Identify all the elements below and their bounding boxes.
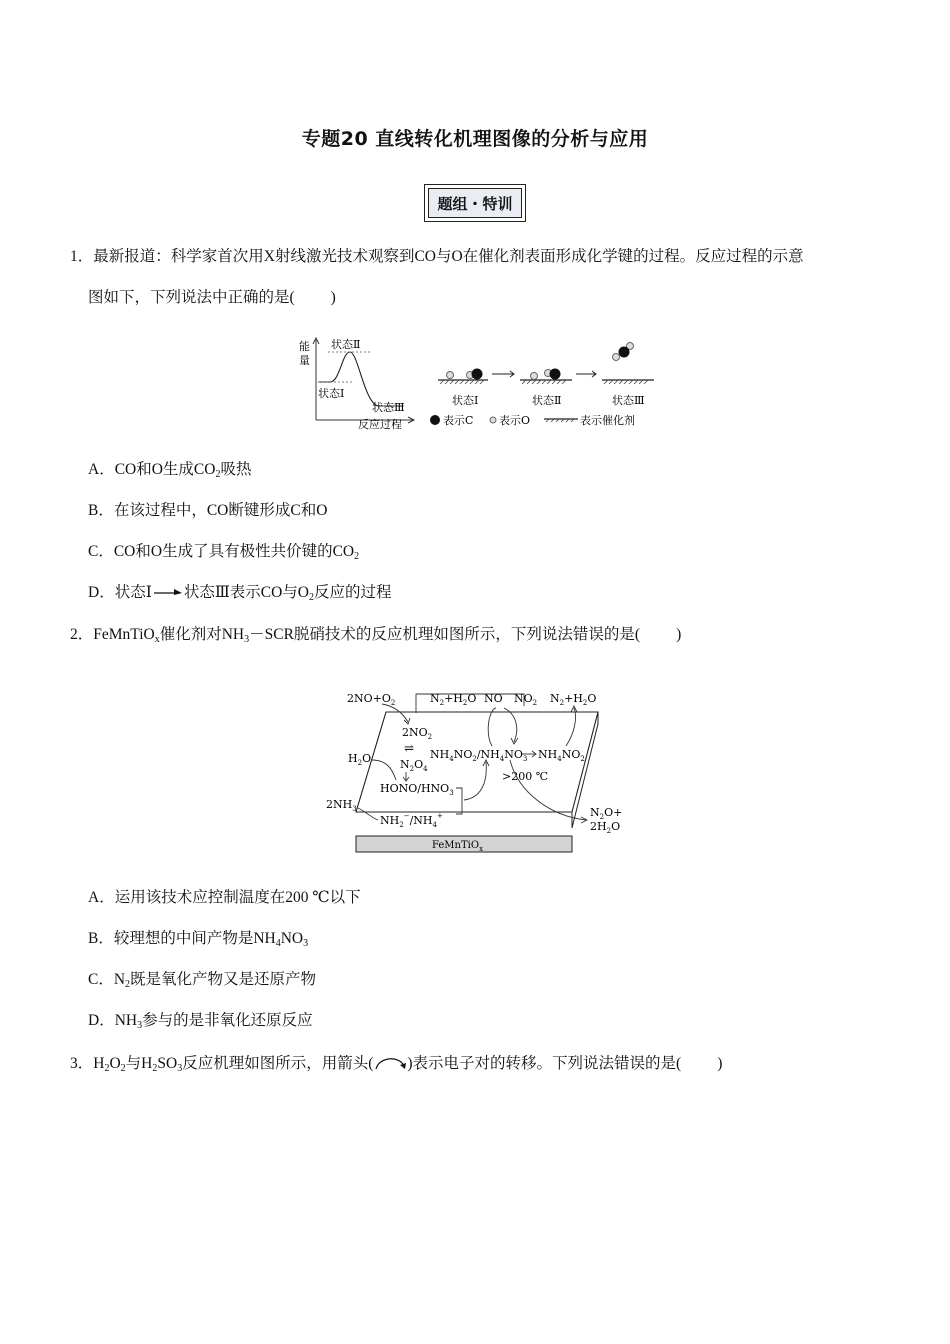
- y-label-2: 量: [299, 354, 310, 367]
- page-title: 专题20 直线转化机理图像的分析与应用: [301, 128, 649, 150]
- state2-scene: [520, 369, 572, 408]
- hono-label: HONO/$HNO_3$: [380, 782, 454, 797]
- top-no2: $NO_2$: [514, 692, 538, 707]
- section-badge-label: 题组・特训: [428, 188, 522, 218]
- product-n2-h2o-2: $N_2+H_2O$: [550, 692, 597, 707]
- arrow-icon: [152, 587, 184, 599]
- product-n2-h2o-1: $N_2+H_2O$: [430, 692, 477, 707]
- legend-catalyst: 表示催化剂: [580, 414, 635, 427]
- q2-option-d: D．$NH_3$参与的是非氧化还原反应: [88, 1012, 313, 1031]
- n2o4-label: $N_2O_4$: [400, 758, 428, 773]
- equilibrium-sign: ⇌: [404, 741, 415, 755]
- q1-option-d: D．状态Ⅰ 状态Ⅲ表示CO与$O_2$反应的过程: [88, 584, 392, 603]
- q1-option-a: A．CO和O生成$CO_2$吸热: [88, 461, 252, 480]
- state1-label: 状态Ⅰ: [452, 394, 479, 407]
- top-no: NO: [484, 692, 503, 705]
- h2o-label: $H_2O$: [348, 752, 372, 767]
- state2-label: 状态Ⅱ: [532, 394, 562, 407]
- n2o-label: $N_2O+$: [590, 806, 623, 821]
- catalyst-surface: [356, 712, 598, 812]
- section-badge: [424, 184, 526, 222]
- legend-o: 表示O: [499, 414, 531, 427]
- q1-stem-line2: 图如下，下列说法中正确的是( ): [88, 289, 336, 306]
- right-nh4no2-label: $NH_4NO_2$: [538, 748, 585, 763]
- curved-arrow-icon: [373, 1055, 407, 1071]
- state1-scene: [438, 369, 488, 408]
- state3-scene: [602, 343, 654, 408]
- q2-option-a: A．运用该技术应控制温度在200 ℃以下: [88, 889, 361, 906]
- product-2h2o-label: $2H_2O$: [590, 820, 621, 835]
- intermediate-label: $NH_4NO_2/NH_4NO_3$: [430, 748, 528, 763]
- reactant-2no-o2: $2NO+O_2$: [347, 692, 396, 707]
- energy-state1-label: 状态Ⅰ: [318, 387, 345, 400]
- legend-c: 表示C: [443, 414, 474, 427]
- q1-option-b: B．在该过程中，CO断键形成C和O: [88, 502, 328, 519]
- energy-state2-label: 状态Ⅱ: [331, 338, 361, 351]
- y-label-1: 能: [299, 340, 310, 353]
- q2-option-c: C．$N_2$既是氧化产物又是还原产物: [88, 971, 317, 990]
- catalyst-label: FeMnTiO$_x$: [432, 840, 484, 853]
- energy-state3-label: 状态Ⅲ: [372, 401, 405, 414]
- nh2-nh4-label: $NH_2^-/NH_4^+$: [380, 812, 443, 829]
- q3-stem: 3．$H_2O_2$与$H_2SO_3$反应机理如图所示，用箭头( )表示电子对的转移。下列说法错误的是( ): [70, 1055, 723, 1074]
- q2-figure: [322, 680, 632, 858]
- q2-option-b: B．较理想的中间产物是$NH_4NO_3$: [88, 930, 309, 949]
- q1-stem-line1: 1．最新报道：科学家首次用X射线激光技术观察到CO与O在催化剂表面形成化学键的过程。反应过程的示意: [70, 248, 804, 265]
- state3-label: 状态Ⅲ: [612, 394, 645, 407]
- temperature-label: >200 ℃: [502, 770, 549, 783]
- no2-label: $2NO_2$: [402, 726, 433, 741]
- q1-option-c: C．CO和O生成了具有极性共价键的$CO_2$: [88, 543, 360, 562]
- q1-figure: [292, 330, 662, 434]
- q2-stem: 2．FeMnTiO$_x$催化剂对$NH_3-SCR$脱硝技术的反应机理如图所示，下列说法错误的是( ): [70, 626, 682, 645]
- nh3-label: $2NH_3$: [326, 798, 357, 813]
- x-axis-label: 反应过程: [358, 418, 402, 431]
- q1-legend: [430, 413, 635, 427]
- energy-diagram: [299, 337, 414, 431]
